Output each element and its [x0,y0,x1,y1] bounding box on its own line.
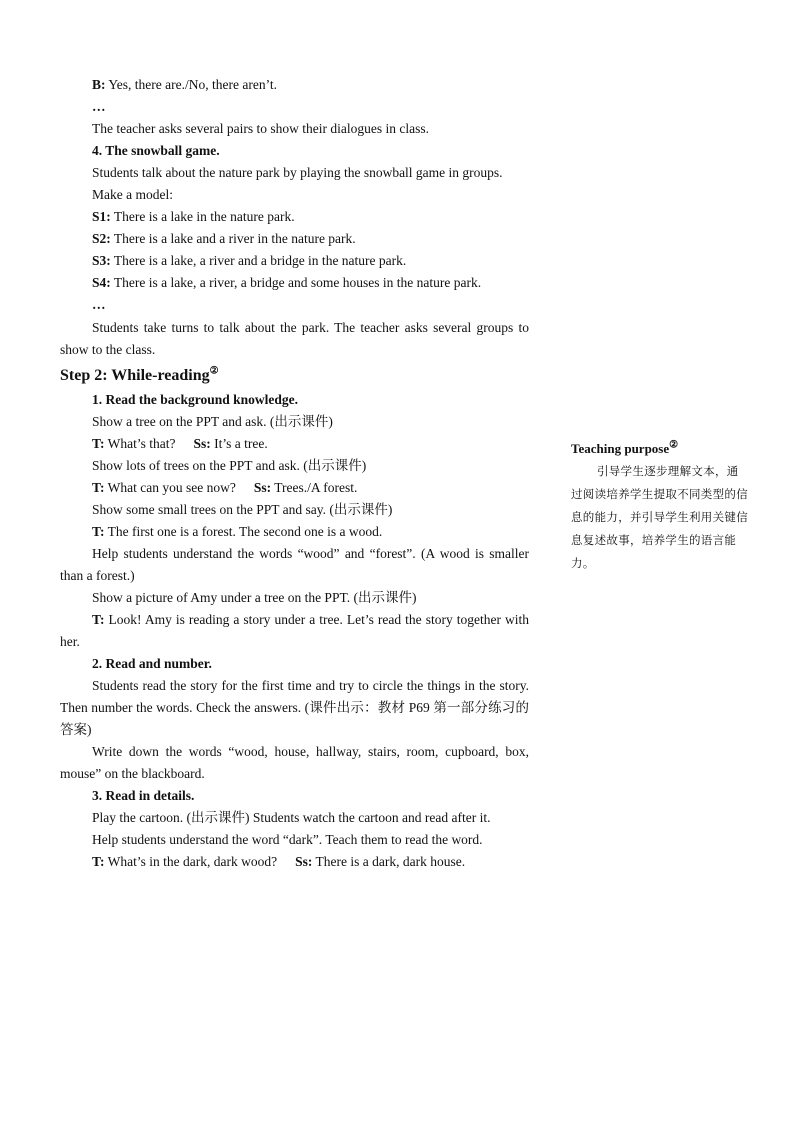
ellipsis: … [92,99,106,114]
paragraph: Write down the words “wood, house, hallway, stairs, room, cupboard, box, mouse” on the blackboard. [60,744,529,781]
paragraph: Show lots of trees on the PPT and ask. (出示课件) [92,458,367,473]
dialogue-line: T: What’s in the dark, dark wood? Ss: There is a dark, dark house. [92,854,466,869]
paragraph: Make a model: [92,187,173,202]
teaching-purpose-note [571,438,749,575]
paragraph: Play the cartoon. (出示课件) Students watch the cartoon and read after it. [92,810,491,825]
lesson-plan-main [60,74,529,873]
teaching-purpose-title: Teaching purpose② [571,439,679,456]
paragraph: Students talk about the nature park by playing the snowball game in groups. [92,165,503,180]
paragraph: Show a tree on the PPT and ask. (出示课件) [92,414,333,429]
section-heading: 4. The snowball game. [92,143,220,158]
dialogue-line: T: Look! Amy is reading a story under a tree. Let’s read the story together with her. [60,612,530,649]
dialogue-line: T: The first one is a forest. The second one is a wood. [92,524,383,539]
dialogue-line: S1: There is a lake in the nature park. [92,209,295,224]
paragraph: Show some small trees on the PPT and say. (出示课件) [92,502,393,517]
section-heading: 3. Read in details. [92,788,195,803]
ellipsis: … [92,297,106,312]
section-heading: 1. Read the background knowledge. [92,392,299,407]
paragraph: Show a picture of Amy under a tree on the PPT. (出示课件) [92,590,417,605]
dialogue-line: T: What can you see now? Ss: Trees./A forest. [92,480,358,495]
paragraph: The teacher asks several pairs to show their dialogues in class. [92,121,430,136]
dialogue-line: B: Yes, there are./No, there aren’t. [92,77,277,92]
dialogue-line: S4: There is a lake, a river, a bridge and some houses in the nature park. [92,275,482,290]
dialogue-line: T: What’s that? Ss: It’s a tree. [92,436,268,451]
paragraph: Help students understand the word “dark”. Teach them to read the word. [92,832,483,847]
paragraph: Help students understand the words “wood” and “forest”. (A wood is smaller than a forest.) [60,546,529,583]
section-heading: 2. Read and number. [92,656,212,671]
paragraph: Students read the story for the first time and try to circle the things in the story. Then number the words. Check the answers. (课件出示：教材 P69 第一部分练习的答案) [60,678,529,737]
dialogue-line: S2: There is a lake and a river in the nature park. [92,231,356,246]
step-heading: Step 2: While-reading② [60,365,219,384]
dialogue-line: S3: There is a lake, a river and a bridge in the nature park. [92,253,407,268]
teaching-purpose-body: 引导学生逐步理解文本，通过阅读培养学生提取不同类型的信息的能力，并引导学生利用关键信息复述故事，培养学生的语言能力。 [571,464,748,570]
paragraph: Students take turns to talk about the park. The teacher asks several groups to show to the class. [60,320,529,357]
